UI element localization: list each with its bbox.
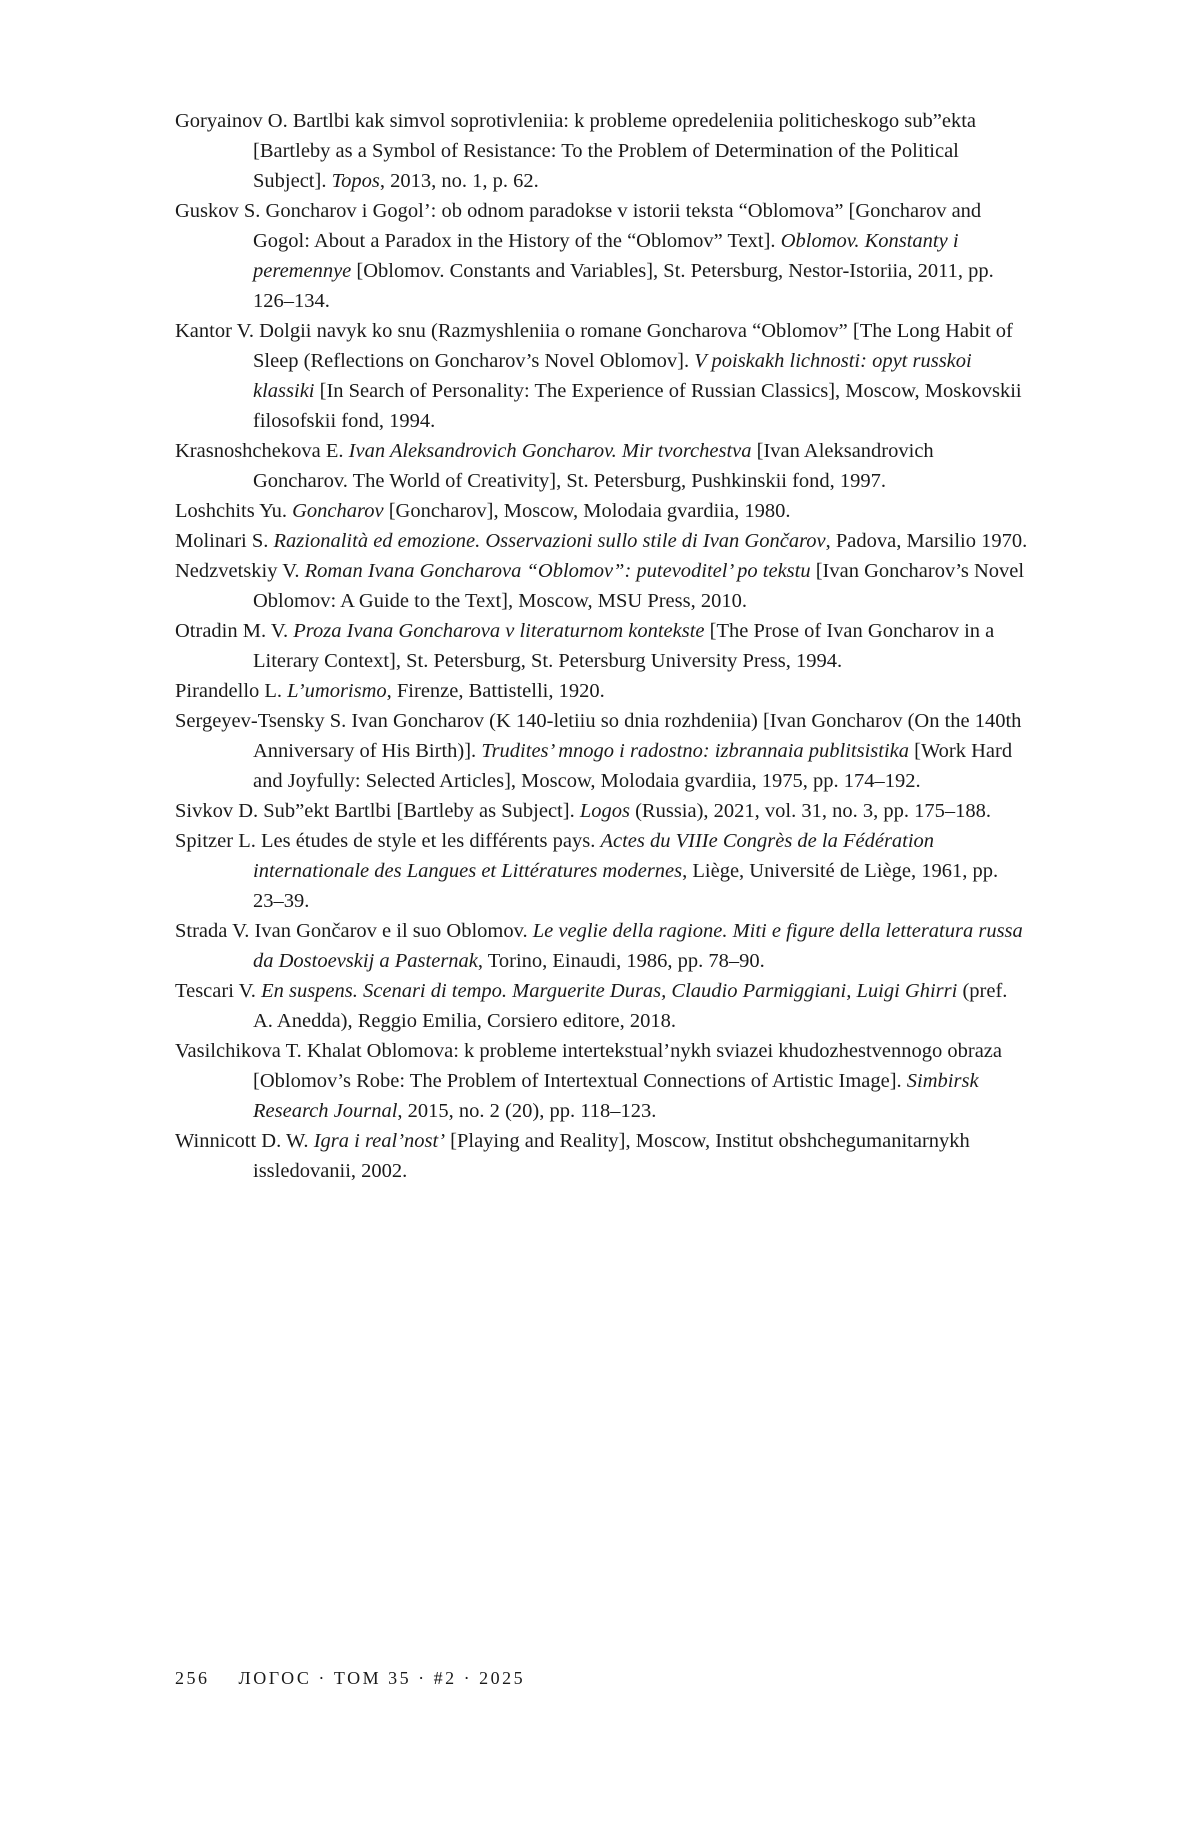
reference-entry <box>175 1036 1030 1126</box>
reference-text: [The Prose of Ivan Goncharov in a Literary Context], St. Petersburg, St. Petersburg University Press, 1994. <box>253 620 995 672</box>
reference-title-italic: Igra i real’nost’ <box>313 1130 446 1152</box>
reference-title-italic: V poiskakh lichnosti: opyt russkoi klassiki <box>253 350 972 402</box>
reference-entry <box>175 796 1030 826</box>
reference-entry <box>175 316 1030 436</box>
reference-text: Goryainov O. Bartlbi kak simvol soprotivleniia: k probleme opredeleniia politicheskogo sub”ekta [Bartleby as a Symbol of Resistance: To the Problem of Determination of the Political Subject]. <box>175 110 977 192</box>
reference-title-italic: Trudites’ mnogo i radostno: izbrannaia publitsistika <box>481 740 910 762</box>
reference-entry <box>175 616 1030 676</box>
reference-title-italic: Oblomov. Konstanty i peremennye <box>253 230 959 282</box>
reference-title-italic: Le veglie della ragione. Miti e figure della letteratura russa da Dostoevskij a Pasternak <box>253 920 1023 972</box>
reference-text: Sergeyev-Tsensky S. Ivan Goncharov (K 140-letiiu so dnia rozhdeniia) [Ivan Goncharov (On the 140th Anniversary of His Birth)]. <box>175 710 1022 762</box>
reference-entry <box>175 1126 1030 1186</box>
reference-entry <box>175 496 1030 526</box>
reference-text: , Padova, Marsilio 1970. <box>825 530 1028 552</box>
reference-text: , Torino, Einaudi, 1986, pp. 78–90. <box>477 950 765 972</box>
reference-title-italic: En suspens. Scenari di tempo. Marguerite Duras, Claudio Parmiggiani, Luigi Ghirri <box>261 980 958 1002</box>
reference-entry <box>175 196 1030 316</box>
reference-text: , Liège, Université de Liège, 1961, pp. 23–39. <box>253 860 999 912</box>
reference-text: Nedzvetskiy V. <box>175 560 305 582</box>
reference-text: [Playing and Reality], Moscow, Institut obshchegumanitarnykh issledovanii, 2002. <box>253 1130 970 1182</box>
reference-text: , 2013, no. 1, p. 62. <box>379 170 539 192</box>
reference-text: Otradin M. V. <box>175 620 294 642</box>
reference-text: [Goncharov], Moscow, Molodaia gvardiia, 1980. <box>383 500 791 522</box>
reference-entry <box>175 676 1030 706</box>
reference-entry <box>175 826 1030 916</box>
reference-entry <box>175 916 1030 976</box>
reference-title-italic: Proza Ivana Goncharova v literaturnom kontekste <box>293 620 705 642</box>
reference-title-italic: Topos <box>331 170 380 192</box>
reference-entry <box>175 526 1030 556</box>
reference-text: Krasnoshchekova E. <box>175 440 349 462</box>
reference-title-italic: Goncharov <box>292 500 384 522</box>
reference-text: Winnicott D. W. <box>175 1130 314 1152</box>
reference-text: [Oblomov. Constants and Variables], St. Petersburg, Nestor-Istoriia, 2011, pp. 126–134. <box>253 260 994 312</box>
reference-text: Sivkov D. Sub”ekt Bartlbi [Bartleby as Subject]. <box>175 800 580 822</box>
reference-text: (pref. A. Anedda), Reggio Emilia, Corsiero editore, 2018. <box>253 980 1008 1032</box>
reference-title-italic: L’umorismo <box>287 680 387 702</box>
reference-text: Loshchits Yu. <box>175 500 293 522</box>
reference-title-italic: Logos <box>579 800 630 822</box>
reference-text: [Work Hard and Joyfully: Selected Articles], Moscow, Molodaia gvardiia, 1975, pp. 174–192. <box>253 740 1013 792</box>
reference-text: Guskov S. Goncharov i Gogol’: ob odnom paradokse v istorii teksta “Oblomova” [Goncharov and Gogol: About a Paradox in the History of the “Oblomov” Text]. <box>175 200 982 252</box>
reference-text: [Ivan Goncharov’s Novel Oblomov: A Guide to the Text], Moscow, MSU Press, 2010. <box>253 560 1025 612</box>
reference-text: [Ivan Aleksandrovich Goncharov. The World of Creativity], St. Petersburg, Pushkinskii fond, 1997. <box>253 440 934 492</box>
reference-text: , 2015, no. 2 (20), pp. 118–123. <box>397 1100 657 1122</box>
reference-text: (Russia), 2021, vol. 31, no. 3, pp. 175–188. <box>629 800 991 822</box>
reference-text: Spitzer L. Les études de style et les différents pays. <box>175 830 601 852</box>
reference-title-italic: Ivan Aleksandrovich Goncharov. Mir tvorchestva <box>348 440 752 462</box>
page-footer <box>175 1668 525 1689</box>
page-number: 256 <box>175 1668 210 1688</box>
reference-entry <box>175 556 1030 616</box>
running-head: ЛОГОС · ТОМ 35 · #2 · 2025 <box>238 1668 526 1688</box>
reference-title-italic: Simbirsk Research Journal <box>253 1070 979 1122</box>
reference-entry <box>175 976 1030 1036</box>
reference-title-italic: Roman Ivana Goncharova “Oblomov”: putevoditel’ po tekstu <box>304 560 811 582</box>
reference-list <box>175 106 1030 1186</box>
reference-text: Strada V. Ivan Gončarov e il suo Oblomov. <box>175 920 533 942</box>
reference-text: Kantor V. Dolgii navyk ko snu (Razmyshleniia o romane Goncharova “Oblomov” [The Long Habit of Sleep (Reflections on Goncharov’s Novel Oblomov]. <box>175 320 1013 372</box>
reference-text: Molinari S. <box>175 530 274 552</box>
reference-title-italic: Actes du VIIIe Congrès de la Fédération internationale des Langues et Littératures modernes <box>253 830 935 882</box>
reference-entry <box>175 706 1030 796</box>
reference-text: Pirandello L. <box>175 680 288 702</box>
reference-entry <box>175 436 1030 496</box>
reference-text: Vasilchikova T. Khalat Oblomova: k probleme intertekstual’nykh sviazei khudozhestvennogo obraza [Oblomov’s Robe: The Problem of Intertextual Connections of Artistic Image]. <box>175 1040 1002 1092</box>
reference-text: Tescari V. <box>175 980 262 1002</box>
reference-entry <box>175 106 1030 196</box>
reference-text: , Firenze, Battistelli, 1920. <box>386 680 605 702</box>
reference-text: [In Search of Personality: The Experience of Russian Classics], Moscow, Moskovskii filosofskii fond, 1994. <box>253 380 1022 432</box>
reference-title-italic: Razionalità ed emozione. Osservazioni sullo stile di Ivan Gončarov <box>273 530 826 552</box>
